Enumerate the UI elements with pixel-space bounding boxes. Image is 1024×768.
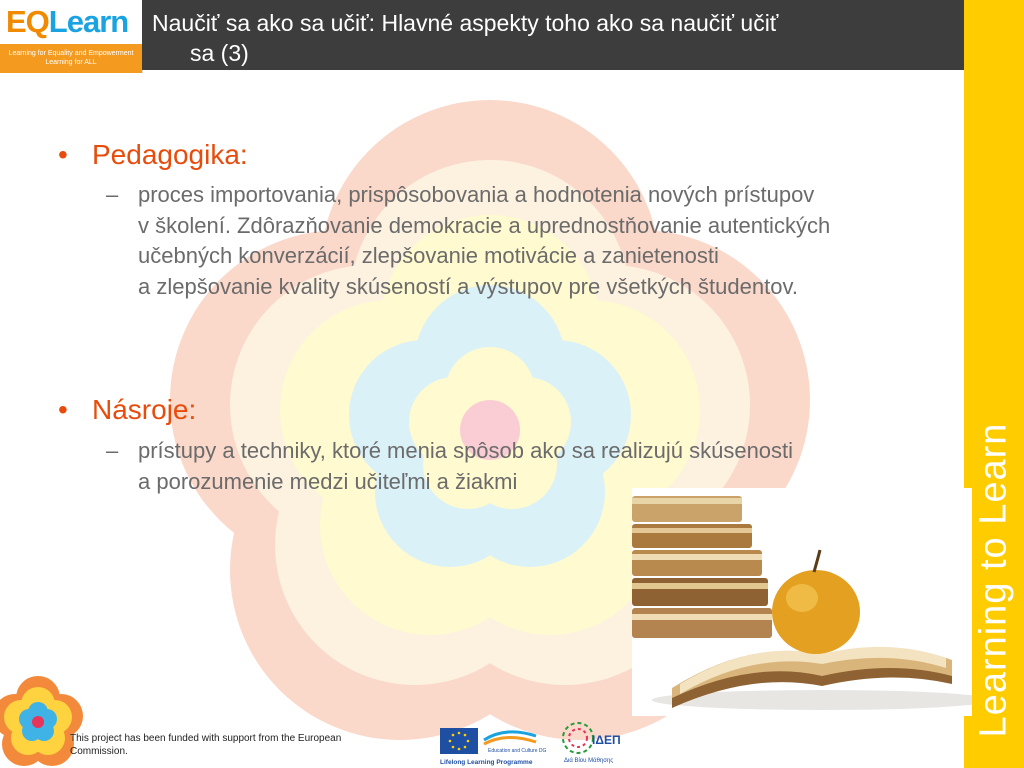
eu-lifelong-learning-logo: [440, 722, 550, 768]
funding-notice: This project has been funded with support from the European Commission.: [70, 733, 342, 757]
bullet-pedagogika: • Pedagogika:: [58, 139, 248, 170]
slide-title-bar: [142, 0, 964, 70]
slide-title: Naučiť sa ako sa učiť: Hlavné aspekty toho ako sa naučiť učiť sa (3): [152, 10, 779, 66]
books-apple-photo: [632, 488, 972, 716]
sub-item-nasroje: – prístupy a techniky, ktoré menia spôsob ako sa realizujú skúsenosti a porozumenie medzi učiteľmi a žiakmi: [106, 438, 794, 494]
svg-text:Lifelong Learning Programme: Lifelong Learning Programme: [440, 759, 533, 766]
eqlearn-logo: [0, 0, 143, 73]
svg-text:Διά Βίου Μάθησης: Διά Βίου Μάθησης: [564, 758, 614, 764]
idep-logo: [558, 718, 624, 768]
sidebar-label: Learning to Learn: [972, 422, 1015, 738]
svg-text:Education and Culture DG: Education and Culture DG: [488, 748, 547, 754]
svg-text:ΙΔΕΠ: ΙΔΕΠ: [592, 733, 621, 747]
logo-tagline: Learning for Equality and Empowerment Learning for ALL: [0, 44, 142, 73]
bullet-nasroje: • Násroje:: [58, 394, 197, 425]
logo-wordmark: EQLearn: [6, 4, 129, 39]
learning-to-learn-sidebar: [964, 0, 1024, 768]
bullet-heading: Násroje:: [92, 394, 197, 425]
bullet-heading: Pedagogika:: [92, 139, 248, 170]
sub-item-pedagogika: – proces importovania, prispôsobovania a hodnotenia nových prístupov v školení. Zdôrazňovanie demokracie a uprednostňovanie autentických učebných konverzácií, zlepšovanie motivácie a zanietenosti a zlepšovanie kvality skúseností a výstupov pre všetkých študentov.: [106, 182, 831, 299]
